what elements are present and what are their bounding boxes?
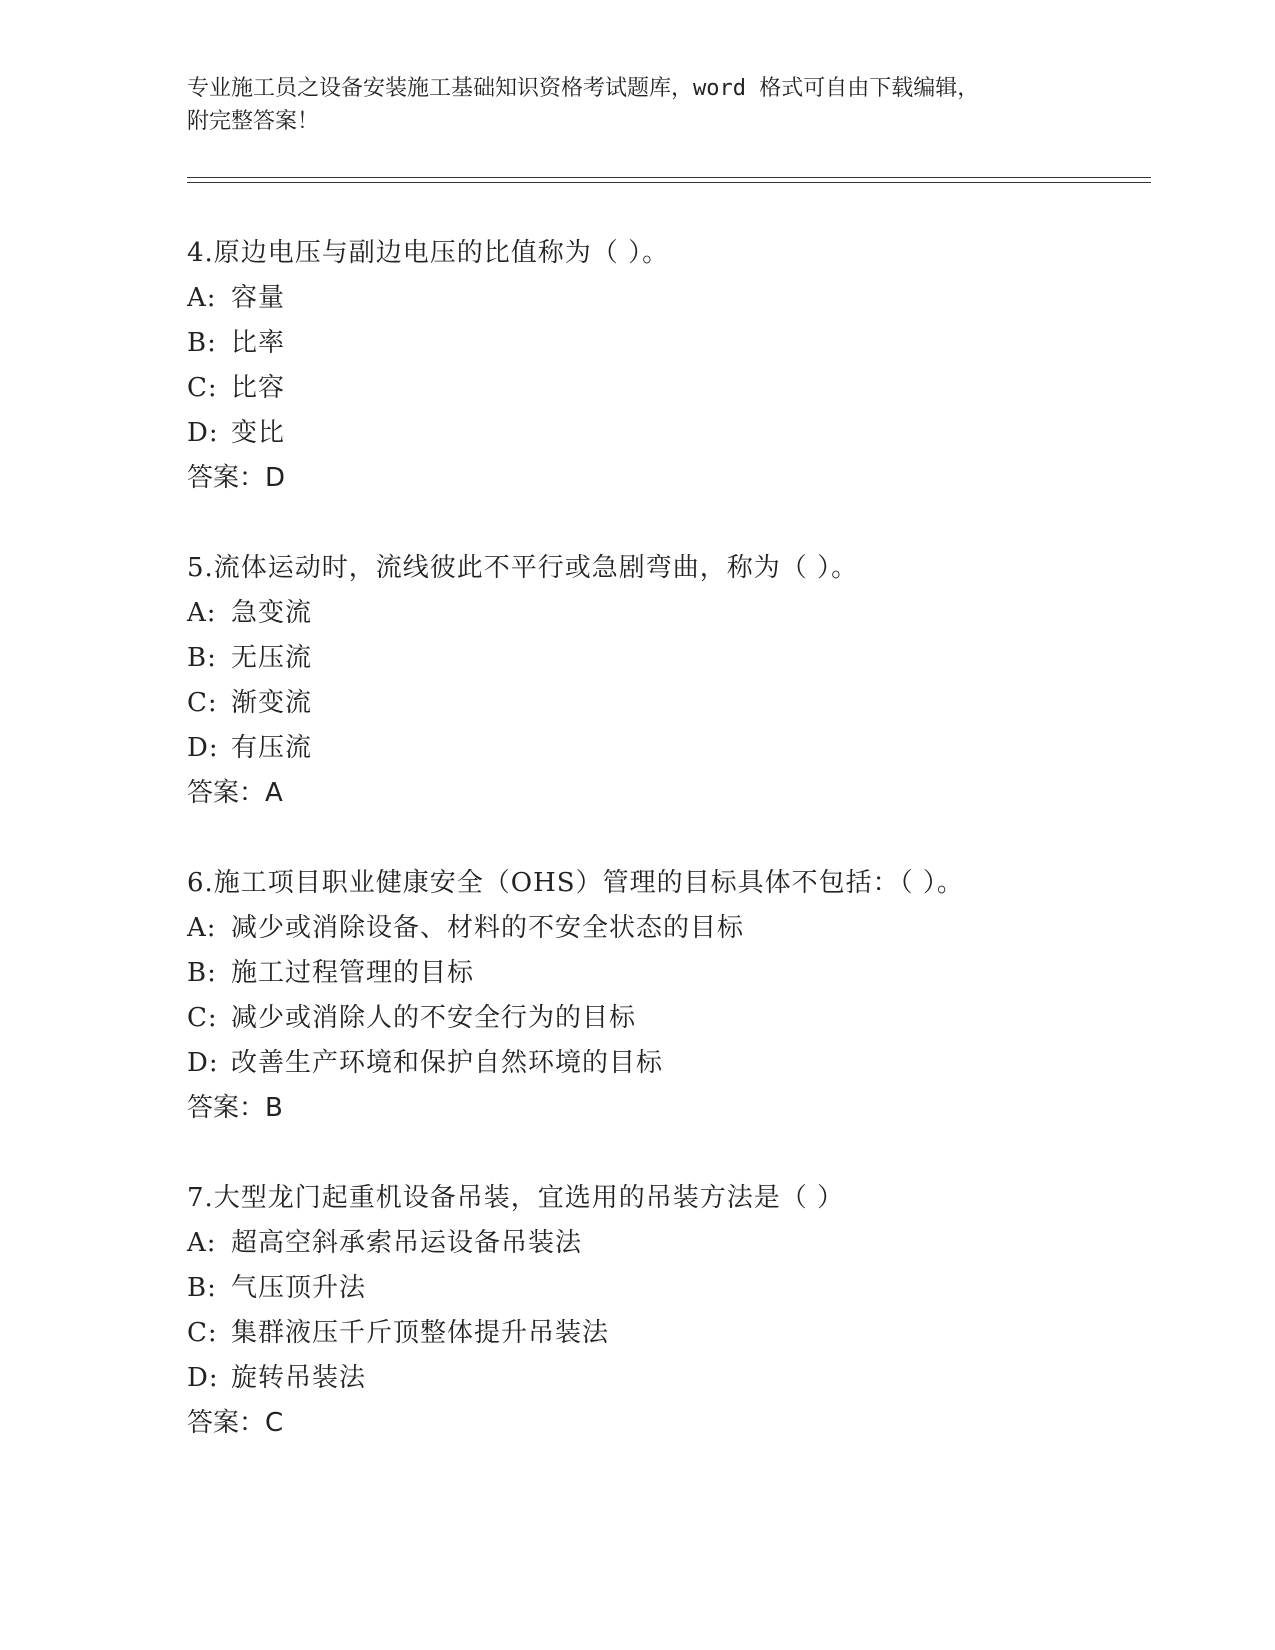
option-key: C:: [187, 1318, 218, 1348]
option-key: B:: [187, 643, 217, 673]
question-4: [187, 238, 1167, 493]
answer-line: 答案：A: [187, 778, 283, 808]
question-stem: 4.原边电压与副边电压的比值称为（ ）。: [187, 238, 670, 268]
option-text: 集群液压千斤顶整体提升吊装法: [231, 1318, 610, 1348]
option-text: 容量: [231, 283, 286, 313]
option-c: [187, 1318, 1167, 1348]
option-d: [187, 1363, 1167, 1393]
document-header: [187, 72, 1087, 138]
option-b: [187, 1273, 1167, 1303]
option-text: 旋转吊装法: [231, 1363, 367, 1393]
header-line-1: 专业施工员之设备安装施工基础知识资格考试题库，word 格式可自由下载编辑，: [187, 76, 980, 101]
answer-line: 答案：C: [187, 1408, 284, 1438]
option-key: D:: [187, 1363, 219, 1393]
option-text: 有压流: [231, 733, 313, 763]
option-key: C:: [187, 688, 218, 718]
option-text: 减少或消除设备、材料的不安全状态的目标: [231, 913, 745, 943]
option-a: [187, 283, 1167, 313]
option-key: C:: [187, 1003, 218, 1033]
option-text: 变比: [231, 418, 286, 448]
question-7: [187, 1183, 1167, 1438]
option-key: B:: [187, 958, 217, 988]
option-c: [187, 1003, 1167, 1033]
option-b: [187, 643, 1167, 673]
question-6: [187, 868, 1167, 1123]
option-b: [187, 958, 1167, 988]
option-text: 施工过程管理的目标: [231, 958, 475, 988]
option-c: [187, 688, 1167, 718]
option-key: B:: [187, 328, 217, 358]
option-text: 急变流: [231, 598, 313, 628]
option-key: D:: [187, 1048, 219, 1078]
header-divider-top: [187, 177, 1151, 178]
option-c: [187, 373, 1167, 403]
option-key: B:: [187, 1273, 217, 1303]
option-d: [187, 418, 1167, 448]
option-d: [187, 733, 1167, 763]
answer-line: 答案：B: [187, 1093, 283, 1123]
option-a: [187, 598, 1167, 628]
question-5: [187, 553, 1167, 808]
question-stem: 6.施工项目职业健康安全（OHS）管理的目标具体不包括：（ ）。: [187, 868, 964, 898]
option-key: A:: [187, 1228, 217, 1258]
option-text: 超高空斜承索吊运设备吊装法: [231, 1228, 583, 1258]
option-a: [187, 1228, 1167, 1258]
question-stem: 7.大型龙门起重机设备吊装，宜选用的吊装方法是（ ）: [187, 1183, 845, 1213]
option-text: 改善生产环境和保护自然环境的目标: [231, 1048, 664, 1078]
option-text: 无压流: [231, 643, 313, 673]
option-key: D:: [187, 733, 219, 763]
option-text: 比容: [231, 373, 286, 403]
option-key: A:: [187, 283, 217, 313]
header-divider-bottom: [187, 182, 1151, 183]
option-b: [187, 328, 1167, 358]
option-text: 比率: [231, 328, 286, 358]
question-stem: 5.流体运动时，流线彼此不平行或急剧弯曲，称为（ ）。: [187, 553, 859, 583]
option-text: 渐变流: [231, 688, 313, 718]
option-a: [187, 913, 1167, 943]
header-line-2: 附完整答案！: [187, 109, 320, 134]
option-key: D:: [187, 418, 219, 448]
option-d: [187, 1048, 1167, 1078]
option-text: 气压顶升法: [231, 1273, 367, 1303]
option-key: A:: [187, 598, 217, 628]
option-key: A:: [187, 913, 217, 943]
option-key: C:: [187, 373, 218, 403]
answer-line: 答案：D: [187, 463, 286, 493]
option-text: 减少或消除人的不安全行为的目标: [231, 1003, 637, 1033]
